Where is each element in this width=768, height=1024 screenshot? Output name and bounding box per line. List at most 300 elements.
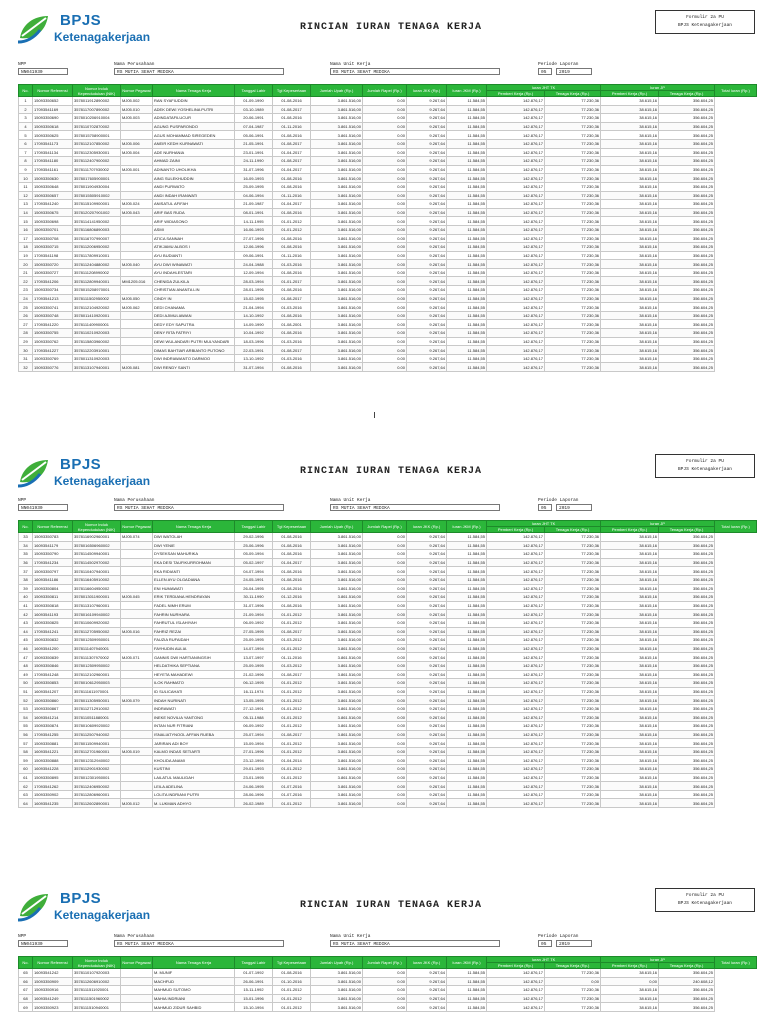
brand-top: BPJS (60, 12, 102, 29)
cell-jht-employer: 142.876,17 (487, 730, 545, 739)
table-row (19, 765, 757, 774)
cell-birth: 05-11-1988 (235, 713, 273, 722)
cell-jht-employer: 142.876,17 (487, 533, 545, 542)
cell-jht-worker: 77.230,36 (545, 747, 601, 756)
cell-jkm: 11.584,55 (447, 243, 487, 252)
table-row (19, 799, 757, 808)
cell-rapel: 0.00 (363, 303, 407, 312)
cell-rapel: 0.00 (363, 208, 407, 217)
cell-tmt: 01-07-2016 (273, 782, 311, 791)
bpjs-leaf-icon (16, 12, 52, 48)
cell-name: DEDY EDY SAPUTRA (153, 320, 235, 329)
cell-jkm: 11.584,55 (447, 977, 487, 986)
cell-jkk: 9.267,64 (407, 303, 447, 312)
cell-no: 62 (19, 782, 33, 791)
cell-wage: 3.861.516,00 (311, 610, 363, 619)
header-ref: Nomor Referensi (33, 85, 73, 97)
cell-name: INTAN NUR FITRIANI (153, 722, 235, 731)
cell-jht-employer: 142.876,17 (487, 208, 545, 217)
page-divider (374, 412, 375, 418)
brand-bottom: Ketenagakerjaan (54, 908, 151, 922)
cell-tmt: 01-03-2016 (273, 303, 311, 312)
cell-no: 68 (19, 994, 33, 1003)
cell-no: 1 (19, 97, 33, 106)
cell-jp-worker: 356.604,25 (659, 363, 715, 372)
cell-birth: 15-02-1995 (235, 294, 273, 303)
cell-name: MAHMUD ZIDUR SAHBID (153, 1003, 235, 1012)
cell-name: ADE NURHANIA (153, 148, 235, 157)
cell-nik: 3578112606910002 (73, 977, 121, 986)
cell-jkm: 11.584,55 (447, 799, 487, 808)
cell-jht-employer: 142.876,17 (487, 550, 545, 559)
cell-jkm: 11.584,55 (447, 661, 487, 670)
cell-emp-id: MJ05.019 (121, 747, 153, 756)
cell-birth: 26-02-1989 (235, 799, 273, 808)
cell-jkk: 9.267,64 (407, 704, 447, 713)
cell-name: KALMO INDAS SETIARTI (153, 747, 235, 756)
table-row (19, 139, 757, 148)
period-month: 05 (538, 940, 552, 947)
cell-tmt: 01-01-2012 (273, 687, 311, 696)
cell-nik: 3578015505910002 (73, 191, 121, 200)
cell-jp-worker: 356.604,25 (659, 773, 715, 782)
cell-jkm: 11.584,55 (447, 722, 487, 731)
cell-rapel: 0.00 (363, 730, 407, 739)
cell-jht-employer: 142.876,17 (487, 277, 545, 286)
cell-jkk: 9.267,64 (407, 687, 447, 696)
cell-jp-worker: 356.604,25 (659, 139, 715, 148)
cell-jp-worker: 356.604,25 (659, 575, 715, 584)
cell-nik: 3578112507940002 (73, 730, 121, 739)
cell-nik: 3578110407940001 (73, 567, 121, 576)
cell-name: ADINDATAFILUCUR (153, 114, 235, 123)
cell-tmt: 01-04-2017 (273, 200, 311, 209)
cell-jp-employer: 38.615,16 (601, 1003, 659, 1012)
cell-birth: 25-06-1996 (235, 541, 273, 550)
cell-jkm: 11.584,55 (447, 337, 487, 346)
cell-jkm: 11.584,55 (447, 208, 487, 217)
cell-jht-worker: 77.230,36 (545, 182, 601, 191)
cell-jkm: 11.584,55 (447, 704, 487, 713)
cell-jht-employer: 142.876,17 (487, 986, 545, 995)
cell-jp-employer: 38.615,16 (601, 765, 659, 774)
cell-ref: 17093541169 (33, 105, 73, 114)
cell-emp-id (121, 191, 153, 200)
table-row (19, 1003, 757, 1012)
cell-jkm: 11.584,55 (447, 994, 487, 1003)
cell-wage: 3.861.516,00 (311, 346, 363, 355)
cell-birth: 06-09-1992 (235, 722, 273, 731)
header-rapel: Jumlah Rapel (Rp.) (363, 521, 407, 533)
cell-ref: 17093541248 (33, 670, 73, 679)
cell-ref: 15093350846 (33, 661, 73, 670)
cell-jp-worker: 356.604,25 (659, 558, 715, 567)
cell-jht-worker: 77.230,36 (545, 268, 601, 277)
cell-ref: 15093350916 (33, 986, 73, 995)
company-label: Nama Perusahaan (114, 934, 155, 939)
header-jht-employer: Pemberi Kerja (Rp.) (487, 527, 545, 533)
cell-nik: 3578012509950002 (73, 661, 121, 670)
cell-tmt: 01-01-2012 (273, 799, 311, 808)
header-jp-worker: Tenaga Kerja (Rp.) (659, 963, 715, 969)
cell-no: 26 (19, 311, 33, 320)
cell-jp-employer: 38.615,16 (601, 251, 659, 260)
cell-no: 33 (19, 533, 33, 542)
cell-ref: 15093350874 (33, 722, 73, 731)
cell-no: 57 (19, 739, 33, 748)
header-jkk: Iuran JKK (Rp.) (407, 957, 447, 969)
cell-no: 52 (19, 696, 33, 705)
cell-jht-worker: 77.230,36 (545, 294, 601, 303)
cell-birth: 23-01-1995 (235, 773, 273, 782)
cell-jht-employer: 142.876,17 (487, 337, 545, 346)
report-page-3 (0, 878, 768, 1024)
cell-emp-id: MJ05.079 (121, 696, 153, 705)
cell-birth: 04-07-1994 (235, 567, 273, 576)
cell-nik: 3578112712910002 (73, 704, 121, 713)
cell-jp-employer: 38.615,16 (601, 268, 659, 277)
cell-jp-employer: 38.615,16 (601, 653, 659, 662)
cell-no: 6 (19, 139, 33, 148)
cell-jkk: 9.267,64 (407, 627, 447, 636)
cell-no: 27 (19, 320, 33, 329)
cell-emp-id (121, 730, 153, 739)
cell-jkm: 11.584,55 (447, 670, 487, 679)
cell-jht-employer: 142.876,17 (487, 610, 545, 619)
cell-jp-employer: 38.615,16 (601, 627, 659, 636)
table-row (19, 986, 757, 995)
cell-nik: 3578010612950003 (73, 679, 121, 688)
table-row (19, 122, 757, 131)
cell-jkk: 9.267,64 (407, 618, 447, 627)
cell-name: ANEIR KEDH KURNAWATI (153, 139, 235, 148)
cell-jp-employer: 38.615,16 (601, 114, 659, 123)
cell-emp-id (121, 687, 153, 696)
cell-jp-worker: 240.608,12 (659, 977, 715, 986)
cell-jkm: 11.584,55 (447, 251, 487, 260)
table-row (19, 320, 757, 329)
cell-birth: 08-01-1991 (235, 208, 273, 217)
cell-jht-worker: 77.230,36 (545, 243, 601, 252)
cell-no: 34 (19, 541, 33, 550)
cell-jht-employer: 142.876,17 (487, 320, 545, 329)
cell-jp-employer: 38.615,16 (601, 346, 659, 355)
cell-wage: 3.861.516,00 (311, 329, 363, 338)
brand-top: BPJS (60, 456, 102, 473)
cell-jp-employer: 38.615,16 (601, 277, 659, 286)
cell-jht-worker: 77.230,36 (545, 627, 601, 636)
cell-jp-employer: 38.615,16 (601, 329, 659, 338)
cell-emp-id: MJ05.050 (121, 294, 153, 303)
cell-nik: 3578011305950001 (73, 696, 121, 705)
cell-nik: 3578011509940001 (73, 739, 121, 748)
header-jp-employer: Pemberi Kerja (Rp.) (601, 963, 659, 969)
cell-tmt: 01-08-2017 (273, 627, 311, 636)
header-jht-worker: Tenaga Kerja (Rp.) (545, 527, 601, 533)
cell-jp-worker: 356.604,25 (659, 182, 715, 191)
cell-jht-worker: 77.230,36 (545, 756, 601, 765)
cell-rapel: 0.00 (363, 782, 407, 791)
cell-wage: 3.861.516,00 (311, 363, 363, 372)
cell-jht-employer: 142.876,17 (487, 687, 545, 696)
cell-name: AYU DWI WINAWATI (153, 260, 235, 269)
cell-tmt: 01-08-2017 (273, 157, 311, 166)
cell-birth: 01-09-1990 (235, 97, 273, 106)
cell-jht-employer: 142.876,17 (487, 618, 545, 627)
cell-jht-worker: 77.230,36 (545, 225, 601, 234)
cell-tmt: 01-01-2017 (273, 277, 311, 286)
cell-jp-worker: 356.604,25 (659, 799, 715, 808)
cell-jht-employer: 142.876,17 (487, 260, 545, 269)
cell-jp-worker: 356.604,25 (659, 790, 715, 799)
cell-name: DYSEKSAN MAHURIKA (153, 550, 235, 559)
cell-birth: 26-06-1991 (235, 977, 273, 986)
cell-jkk: 9.267,64 (407, 790, 447, 799)
npp-value: NN041930 (18, 68, 68, 75)
cell-jp-worker: 356.604,25 (659, 747, 715, 756)
cell-jp-employer: 38.615,16 (601, 636, 659, 645)
table-row (19, 337, 757, 346)
cell-ref: 15093350748 (33, 311, 73, 320)
cell-no: 24 (19, 294, 33, 303)
cell-name: ILOK RAHMATO (153, 679, 235, 688)
cell-birth: 30-11-1990 (235, 593, 273, 602)
cell-tmt: 01-08-2017 (273, 346, 311, 355)
cell-jp-worker: 356.604,25 (659, 200, 715, 209)
cell-jht-employer: 142.876,17 (487, 739, 545, 748)
cell-ref: 15093350811 (33, 593, 73, 602)
table-row (19, 114, 757, 123)
cell-birth: 23-01-1991 (235, 148, 273, 157)
cell-tmt: 01-08-2016 (273, 114, 311, 123)
cell-no: 20 (19, 260, 33, 269)
cell-jht-employer: 142.876,17 (487, 558, 545, 567)
cell-jkm: 11.584,55 (447, 575, 487, 584)
cell-jp-employer: 38.615,16 (601, 320, 659, 329)
cell-ref: 15093350618 (33, 122, 73, 131)
period-year: 2019 (556, 504, 592, 511)
cell-no: 12 (19, 191, 33, 200)
npp-value: NN041930 (18, 504, 68, 511)
cell-wage: 3.861.516,00 (311, 217, 363, 226)
cell-nik: 3578111307970002 (73, 653, 121, 662)
cell-jp-employer: 38.615,16 (601, 644, 659, 653)
cell-jht-employer: 142.876,17 (487, 977, 545, 986)
cell-jkm: 11.584,55 (447, 756, 487, 765)
cell-jkm: 11.584,55 (447, 687, 487, 696)
header-jht-worker: Tenaga Kerja (Rp.) (545, 963, 601, 969)
cell-jkk: 9.267,64 (407, 739, 447, 748)
cell-tmt: 01-08-2016 (273, 533, 311, 542)
header-tmt: Tgl Kepesertaan (273, 521, 311, 533)
cell-jkm: 11.584,55 (447, 550, 487, 559)
header-jp-employer: Pemberi Kerja (Rp.) (601, 527, 659, 533)
cell-jp-employer: 38.615,16 (601, 687, 659, 696)
cell-tmt: 01-01-2012 (273, 1003, 311, 1012)
cell-jht-worker: 77.230,36 (545, 234, 601, 243)
cell-jkk: 9.267,64 (407, 1003, 447, 1012)
cell-no: 59 (19, 756, 33, 765)
cell-jkk: 9.267,64 (407, 696, 447, 705)
cell-emp-id: MJ05.062 (121, 303, 153, 312)
cell-birth: 29-01-1993 (235, 765, 273, 774)
cell-jp-employer: 38.615,16 (601, 165, 659, 174)
cell-wage: 3.861.516,00 (311, 661, 363, 670)
table-row (19, 653, 757, 662)
cell-jht-worker: 77.230,36 (545, 584, 601, 593)
cell-emp-id: MJ05.043 (121, 208, 153, 217)
header-name: Nama Tenaga Kerja (153, 85, 235, 97)
cell-jp-worker: 356.604,25 (659, 303, 715, 312)
cell-ref: 16093541186 (33, 575, 73, 584)
cell-ref: 16093541179 (33, 541, 73, 550)
cell-jp-worker: 356.604,25 (659, 268, 715, 277)
cell-birth: 20-06-1991 (235, 114, 273, 123)
table-row (19, 105, 757, 114)
cell-wage: 3.861.516,00 (311, 260, 363, 269)
cell-name: HEYETA MAHADEWI (153, 670, 235, 679)
cell-jht-employer: 142.876,17 (487, 329, 545, 338)
cell-ref: 17093541255 (33, 730, 73, 739)
header-name: Nama Tenaga Kerja (153, 957, 235, 969)
cell-jkm: 11.584,55 (447, 311, 487, 320)
cell-ref: 15093350797 (33, 567, 73, 576)
cell-rapel: 0.00 (363, 311, 407, 320)
cell-jht-employer: 142.876,17 (487, 782, 545, 791)
cell-jht-worker: 77.230,36 (545, 704, 601, 713)
cell-jkk: 9.267,64 (407, 994, 447, 1003)
cell-ref: 16093541200 (33, 644, 73, 653)
cell-wage: 3.861.516,00 (311, 1003, 363, 1012)
cell-tmt: 01-03-2016 (273, 260, 311, 269)
cell-rapel: 0.00 (363, 363, 407, 372)
cell-emp-id (121, 986, 153, 995)
cell-name: DWI WATOLAH (153, 533, 235, 542)
cell-name: DWI YENIE (153, 541, 235, 550)
table-row (19, 251, 757, 260)
cell-name: FAHRUTUL ISLAHIYAH (153, 618, 235, 627)
cell-jht-worker: 77.230,36 (545, 790, 601, 799)
cell-ref: 17093541173 (33, 139, 73, 148)
cell-jp-employer: 38.615,16 (601, 182, 659, 191)
cell-name: INDAH NURINATI (153, 696, 235, 705)
cell-ref: 15093350701 (33, 225, 73, 234)
cell-jkk: 9.267,64 (407, 311, 447, 320)
cell-emp-id (121, 157, 153, 166)
cell-ref: 15093350783 (33, 533, 73, 542)
cell-jht-employer: 142.876,17 (487, 217, 545, 226)
cell-jp-worker: 356.604,25 (659, 636, 715, 645)
cell-jkk: 9.267,64 (407, 799, 447, 808)
cell-jp-worker: 356.604,25 (659, 346, 715, 355)
cell-jht-worker: 77.230,36 (545, 260, 601, 269)
cell-nik: 3578013011900001 (73, 593, 121, 602)
cell-nik: 3578110210920003 (73, 329, 121, 338)
cell-emp-id (121, 122, 153, 131)
cell-no: 22 (19, 277, 33, 286)
cell-nik: 3578112107850002 (73, 139, 121, 148)
period-month: 05 (538, 504, 552, 511)
cell-nik: 3578113107940001 (73, 363, 121, 372)
cell-jkm: 11.584,55 (447, 346, 487, 355)
cell-emp-id (121, 584, 153, 593)
cell-emp-id (121, 661, 153, 670)
cell-wage: 3.861.516,00 (311, 696, 363, 705)
cell-birth: 09-06-1991 (235, 251, 273, 260)
cell-jht-employer: 142.876,17 (487, 286, 545, 295)
cell-wage: 3.861.516,00 (311, 277, 363, 286)
cell-jp-worker: 356.604,25 (659, 704, 715, 713)
cell-wage: 3.861.516,00 (311, 704, 363, 713)
cell-jht-worker: 77.230,36 (545, 730, 601, 739)
cell-jp-worker: 356.604,25 (659, 730, 715, 739)
cell-jp-employer: 38.615,16 (601, 148, 659, 157)
bpjs-logo (16, 890, 166, 926)
cell-tmt: 01-03-2012 (273, 636, 311, 645)
cell-no: 8 (19, 157, 33, 166)
cell-jht-worker: 77.230,36 (545, 131, 601, 140)
cell-tmt: 01-08-2016 (273, 601, 311, 610)
cell-jht-worker: 77.230,36 (545, 303, 601, 312)
cell-jkk: 9.267,64 (407, 533, 447, 542)
cell-name: HELDATHIKA SEPTIANA (153, 661, 235, 670)
cell-ref: 15093350657 (33, 191, 73, 200)
cell-rapel: 0.00 (363, 593, 407, 602)
cell-jht-worker: 77.230,36 (545, 122, 601, 131)
cell-jp-employer: 38.615,16 (601, 679, 659, 688)
cell-jkm: 11.584,55 (447, 567, 487, 576)
cell-no: 46 (19, 644, 33, 653)
cell-birth: 31-07-1996 (235, 601, 273, 610)
cell-birth: 24-04-1988 (235, 260, 273, 269)
cell-name: AGUNG PUSPARONDO (153, 122, 235, 131)
cell-jp-employer: 38.615,16 (601, 696, 659, 705)
cell-jp-employer: 38.615,16 (601, 756, 659, 765)
cell-jkk: 9.267,64 (407, 550, 447, 559)
cell-ref: 15093350727 (33, 268, 73, 277)
header-wage: Jumlah Upah (Rp.) (311, 957, 363, 969)
cell-wage: 3.861.516,00 (311, 644, 363, 653)
cell-wage: 3.861.516,00 (311, 354, 363, 363)
cell-emp-id: MJ05.006 (121, 139, 153, 148)
cell-nik: 3578112602890001 (73, 799, 121, 808)
cell-rapel: 0.00 (363, 260, 407, 269)
cell-emp-id (121, 618, 153, 627)
cell-nik: 3578111407940001 (73, 644, 121, 653)
cell-name: FAHRIZ REZAI (153, 627, 235, 636)
cell-jp-worker: 356.604,25 (659, 661, 715, 670)
table-row (19, 558, 757, 567)
cell-emp-id: MJ05.081 (121, 363, 153, 372)
cell-tmt: 01-01-2012 (273, 713, 311, 722)
cell-tmt: 01-11-2016 (273, 191, 311, 200)
cell-ref: 15093350715 (33, 243, 73, 252)
cell-wage: 3.861.516,00 (311, 122, 363, 131)
cell-name: ARIF WIDIASONO (153, 217, 235, 226)
cell-name: GANNIS DWI HARTIANINGSIH (153, 653, 235, 662)
cell-jp-worker: 356.604,25 (659, 337, 715, 346)
cell-jkk: 9.267,64 (407, 610, 447, 619)
cell-name: DIMAS BAHTIAR ARBIANTO PUTONO (153, 346, 235, 355)
table-row (19, 627, 757, 636)
cell-name: DENY RITA FATRIYI (153, 329, 235, 338)
cell-wage: 3.861.516,00 (311, 165, 363, 174)
cell-nik: 3578011904930004 (73, 182, 121, 191)
cell-jht-worker: 77.230,36 (545, 337, 601, 346)
table-row (19, 165, 757, 174)
cell-tmt: 01-01-2012 (273, 696, 311, 705)
cell-jht-employer: 142.876,17 (487, 799, 545, 808)
